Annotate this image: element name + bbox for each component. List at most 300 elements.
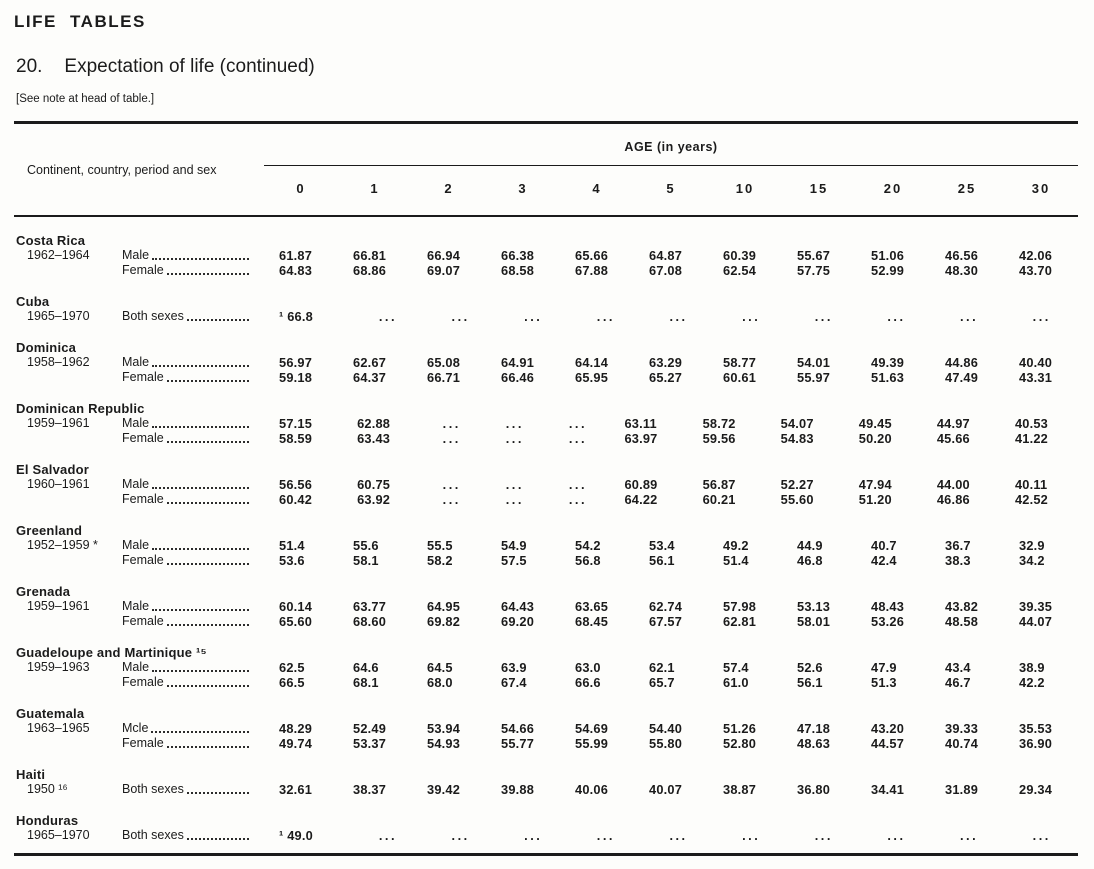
value-cell: 62.88 [357,416,391,431]
table-row [14,553,1078,568]
country-name: Grenada [16,584,71,599]
value-cell: 49.2 [723,538,749,553]
value-cell: 48.43 [871,599,905,614]
sex-label: Both sexes [122,309,184,323]
value-cell-missing: ... [960,828,979,843]
sex-label-group [122,599,250,614]
value-cell: 40.53 [1014,416,1048,431]
value-cell: 62.1 [649,660,675,675]
sex-label: Female [122,492,164,506]
value-cell: 51.4 [279,538,305,553]
value-cell: 54.9 [501,538,527,553]
value-cell-missing: ... [442,431,461,446]
value-cell: 64.6 [353,660,379,675]
value-cell-missing: ... [505,492,524,507]
value-cell: 66.81 [353,248,387,263]
value-cell: 29.34 [1019,782,1053,797]
sex-label: Both sexes [122,782,184,796]
sex-label: Male [122,538,150,552]
value-cell: 40.07 [649,782,683,797]
value-cell: 47.94 [858,477,892,492]
value-cell: 64.14 [575,355,609,370]
age-column-label: 1 [370,181,380,196]
value-cell: 43.31 [1019,370,1053,385]
country-name: Dominica [16,340,77,355]
country-group [14,233,1078,278]
sex-label: Female [122,263,164,277]
value-cell: 63.29 [649,355,683,370]
table-row [14,782,1078,797]
life-table [14,121,1078,856]
value-cell: 55.99 [575,736,609,751]
dot-leader [187,828,249,840]
sex-label-group [122,263,250,278]
sex-label-group [122,538,250,553]
value-cell: 63.43 [357,431,391,446]
value-cell: 60.14 [279,599,313,614]
value-cell: 55.77 [501,736,535,751]
row-stub [14,736,264,751]
value-cell: 43.20 [871,721,905,736]
value-cell: 40.06 [575,782,609,797]
value-cell-missing: ... [669,828,688,843]
value-cell: 52.27 [780,477,814,492]
value-cell-missing: ... [505,477,524,492]
dot-leader [187,782,249,794]
value-cell: 44.86 [945,355,979,370]
value-cell: 53.4 [649,538,675,553]
sex-label-group [122,553,250,568]
row-stub [14,309,264,324]
period-label: 1962–1964 [27,248,90,262]
value-cell: 48.58 [945,614,979,629]
row-stub [14,538,264,553]
sex-label-group [122,721,250,736]
dot-leader [152,599,249,611]
value-cell: 64.83 [279,263,313,278]
row-stub [14,782,264,797]
value-cell: 58.1 [353,553,379,568]
value-cell-missing: ... [568,416,587,431]
country-name: Greenland [16,523,83,538]
value-cell: 48.63 [797,736,831,751]
country-group [14,340,1078,385]
value-cell: 35.53 [1019,721,1053,736]
country-name: Costa Rica [16,233,86,248]
value-cell: 55.60 [780,492,814,507]
row-stub [14,660,264,675]
value-cell-missing: ... [505,431,524,446]
value-cell: 56.1 [649,553,675,568]
value-cell: 51.26 [723,721,757,736]
value-cell: 40.7 [871,538,897,553]
value-cell: 67.08 [649,263,683,278]
country-name: Dominican Republic [16,401,145,416]
value-cell: 41.22 [1014,431,1048,446]
value-cell-missing: ... [378,828,398,843]
period-label [27,492,122,507]
period-label [27,370,122,385]
value-cell: 54.07 [780,416,814,431]
value-cell: 64.91 [501,355,535,370]
value-cell: 44.97 [936,416,970,431]
value-cell: 42.06 [1019,248,1053,263]
value-cell-missing: ... [1032,828,1051,843]
value-cell: 66.94 [427,248,461,263]
value-cell: 55.5 [427,538,453,553]
value-cell: 64.43 [501,599,535,614]
table-row [14,309,1078,324]
value-cell: 51.06 [871,248,905,263]
period-label: 1950 ¹⁶ [27,782,68,796]
sex-label: Female [122,736,164,750]
sex-label-group [122,370,250,385]
table-row [14,538,1078,553]
value-cell: 46.86 [936,492,970,507]
value-cell: 65.95 [575,370,609,385]
value-cell: 57.75 [797,263,831,278]
value-cell: 55.80 [649,736,683,751]
value-cell: 68.45 [575,614,609,629]
value-cell: 39.33 [945,721,979,736]
period-label: 1952–1959 * [27,538,98,552]
value-cell: 52.6 [797,660,823,675]
sex-label-group [122,675,250,690]
age-column-label: 2 [444,181,454,196]
table-row [14,355,1078,370]
country-group [14,462,1078,507]
value-cell: 56.56 [279,477,313,492]
value-cell: 59.18 [279,370,313,385]
dot-leader [187,309,249,321]
value-cell: 66.5 [279,675,305,690]
value-cell: 67.4 [501,675,527,690]
row-stub [14,355,264,370]
dot-leader [167,614,249,626]
table-row [14,736,1078,751]
sex-label-group [122,355,250,370]
sex-label-group [122,660,250,675]
value-cell: 63.11 [624,416,657,431]
value-cell: 61.87 [279,248,313,263]
country-group [14,401,1078,446]
table-row [14,492,1078,507]
country-group [14,767,1078,797]
value-cell: 40.11 [1014,477,1048,492]
value-cell-missing: ... [1032,309,1051,324]
value-cell: ¹ 66.8 [279,309,313,324]
period-label [27,614,122,629]
value-cell: ¹ 49.0 [279,828,313,843]
value-cell: 46.8 [797,553,823,568]
value-cell: 60.75 [357,477,391,492]
age-header: AGE (in years) [264,124,1078,166]
value-cell: 32.61 [279,782,313,797]
value-cell: 69.82 [427,614,461,629]
value-cell: 34.2 [1019,553,1045,568]
period-label [27,675,122,690]
value-cell: 42.52 [1014,492,1048,507]
dot-leader [152,477,249,489]
country-name: Haiti [16,767,46,782]
value-cell: 49.39 [871,355,905,370]
value-cell: 63.65 [575,599,609,614]
table-note: [See note at head of table.] [16,93,155,105]
value-cell-missing: ... [442,416,461,431]
value-cell: 54.66 [501,721,535,736]
value-cell: 58.2 [427,553,453,568]
period-label [27,553,122,568]
value-cell-missing: ... [451,828,470,843]
value-cell: 64.95 [427,599,461,614]
value-cell: 68.0 [427,675,453,690]
table-row [14,675,1078,690]
value-cell: 57.98 [723,599,757,614]
value-cell: 65.27 [649,370,683,385]
sex-label: Male [122,477,150,491]
value-cell: 44.57 [871,736,905,751]
value-cell-missing: ... [442,492,461,507]
period-label: 1963–1965 [27,721,90,735]
row-stub [14,263,264,278]
value-cell: 60.39 [723,248,757,263]
value-cell: 62.81 [723,614,757,629]
value-cell: 36.80 [797,782,831,797]
dot-leader [167,553,249,565]
value-cell-missing: ... [596,309,615,324]
age-column-label: 20 [883,181,903,196]
table-row [14,828,1078,843]
table-title-text: Expectation of life (continued) [64,56,315,77]
value-cell: 40.74 [945,736,979,751]
value-cell: 44.07 [1019,614,1053,629]
sex-label-group [122,416,250,431]
value-cell: 54.93 [427,736,461,751]
age-column-label: 10 [735,181,755,196]
table-title [16,56,1078,78]
age-column-label: 25 [957,181,977,196]
row-stub [14,828,264,843]
value-cell: 65.66 [575,248,609,263]
row-stub [14,614,264,629]
value-cell: 57.5 [501,553,527,568]
sex-label: Female [122,370,164,384]
row-stub [14,599,264,614]
value-cell: 31.89 [945,782,979,797]
value-cell-missing: ... [568,477,587,492]
value-cell: 69.20 [501,614,535,629]
value-cell: 45.66 [936,431,970,446]
section-title: LIFE TABLES [14,12,146,31]
value-cell-missing: ... [505,416,524,431]
sex-label: Male [122,248,150,262]
period-label: 1965–1970 [27,828,90,842]
value-cell: 60.42 [279,492,313,507]
value-cell-missing: ... [742,309,761,324]
sex-label: Mcle [122,721,149,735]
dot-leader [152,538,249,550]
value-cell: 39.88 [501,782,535,797]
age-column-label: 30 [1031,181,1051,196]
stub-header: Continent, country, period and sex [27,162,217,177]
age-column-label: 3 [518,181,528,196]
value-cell: 64.22 [624,492,658,507]
value-cell: 59.56 [702,431,736,446]
value-cell: 58.72 [702,416,736,431]
sex-label: Male [122,660,150,674]
value-cell-missing: ... [960,309,979,324]
value-cell: 63.77 [353,599,387,614]
value-cell: 43.70 [1019,263,1053,278]
country-group [14,523,1078,568]
sex-label-group [122,431,250,446]
value-cell: 69.07 [427,263,461,278]
value-cell: 63.9 [501,660,527,675]
value-cell: 63.92 [357,492,391,507]
table-row [14,248,1078,263]
value-cell: 43.82 [945,599,979,614]
sex-label: Female [122,431,164,445]
value-cell: 47.49 [945,370,979,385]
value-cell: 64.5 [427,660,453,675]
value-cell: 32.9 [1019,538,1045,553]
table-number: 20. [16,56,43,77]
age-header-area [264,124,1078,215]
value-cell-missing: ... [568,492,587,507]
age-column-label: 0 [296,181,306,196]
value-cell: 51.63 [871,370,905,385]
country-group [14,294,1078,324]
row-stub [14,370,264,385]
age-column-label: 15 [809,181,829,196]
value-cell: 42.4 [871,553,897,568]
value-cell: 51.3 [871,675,897,690]
value-cell: 43.4 [945,660,971,675]
value-cell: 51.4 [723,553,749,568]
value-cell: 53.13 [797,599,831,614]
value-cell: 58.77 [723,355,757,370]
value-cell: 66.38 [501,248,535,263]
row-stub [14,721,264,736]
table-row [14,263,1078,278]
table-row [14,431,1078,446]
sex-label-group [122,614,250,629]
value-cell: 65.60 [279,614,313,629]
value-cell: 49.74 [279,736,313,751]
value-cell: 63.0 [575,660,601,675]
value-cell: 53.6 [279,553,305,568]
value-cell: 53.26 [871,614,905,629]
sex-label: Female [122,553,164,567]
value-cell: 53.94 [427,721,461,736]
value-cell: 54.69 [575,721,609,736]
value-cell: 68.86 [353,263,387,278]
value-cell: 60.61 [723,370,757,385]
country-name: Guadeloupe and Martinique ¹⁵ [16,645,207,660]
table-row [14,477,1078,492]
value-cell: 48.29 [279,721,313,736]
dot-leader [167,370,249,382]
value-cell: 58.01 [797,614,831,629]
sex-label-group [122,492,250,507]
value-cell-missing: ... [887,828,906,843]
value-cell: 68.60 [353,614,387,629]
value-cell: 57.4 [723,660,749,675]
value-cell: 53.37 [353,736,387,751]
dot-leader [151,721,249,733]
value-cell: 38.87 [723,782,757,797]
period-label: 1959–1961 [27,599,90,613]
value-cell: 47.18 [797,721,831,736]
value-cell: 64.87 [649,248,683,263]
value-cell: 56.8 [575,553,601,568]
table-row [14,599,1078,614]
value-cell: 56.1 [797,675,823,690]
value-cell: 47.9 [871,660,897,675]
value-cell: 54.01 [797,355,831,370]
table-row [14,721,1078,736]
value-cell: 61.0 [723,675,749,690]
value-cell: 67.57 [649,614,683,629]
value-cell: 52.80 [723,736,757,751]
country-name: El Salvador [16,462,90,477]
row-stub [14,431,264,446]
dot-leader [167,431,249,443]
row-stub [14,416,264,431]
sex-label-group [122,309,250,324]
period-label: 1959–1961 [27,416,90,430]
dot-leader [152,416,249,428]
country-group [14,584,1078,629]
row-stub [14,477,264,492]
value-cell-missing: ... [742,828,761,843]
value-cell-missing: ... [451,309,470,324]
value-cell: 39.35 [1019,599,1053,614]
value-cell: 62.67 [353,355,387,370]
value-cell: 58.59 [279,431,313,446]
value-cell: 66.6 [575,675,601,690]
table-row [14,370,1078,385]
value-cell: 60.21 [702,492,736,507]
value-cell: 49.45 [858,416,892,431]
value-cell: 56.87 [702,477,736,492]
value-cell: 34.41 [871,782,905,797]
value-cell: 62.74 [649,599,683,614]
dot-leader [167,263,249,275]
sex-label: Female [122,614,164,628]
value-cell-missing: ... [669,309,688,324]
dot-leader [152,660,249,672]
table-header [14,121,1078,217]
sex-label: Male [122,599,150,613]
period-label: 1965–1970 [27,309,90,323]
table-body [14,217,1078,856]
value-cell-missing: ... [887,309,906,324]
value-cell: 66.71 [427,370,461,385]
value-cell-missing: ... [378,309,398,324]
value-cell-missing: ... [568,431,587,446]
country-name: Guatemala [16,706,85,721]
value-cell: 42.2 [1019,675,1045,690]
country-name: Honduras [16,813,79,828]
country-group [14,706,1078,751]
value-cell: 40.40 [1019,355,1053,370]
row-stub [14,492,264,507]
value-cell: 44.00 [936,477,970,492]
value-cell: 57.15 [279,416,313,431]
value-cell: 55.97 [797,370,831,385]
value-cell: 54.2 [575,538,601,553]
